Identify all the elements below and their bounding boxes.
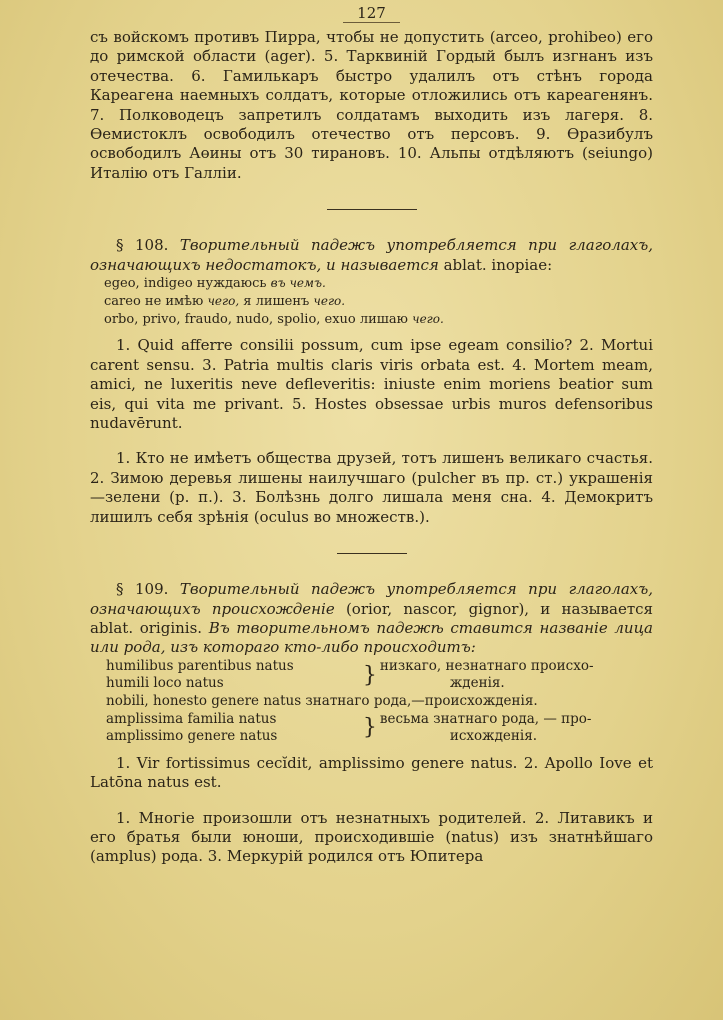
section-109-heading: § 109. Творительный падежъ употребляется при глаголахъ, означающихъ происхожденіе (orior, nascor, gignor), и называется ablat. originis. Въ творительномъ падежѣ ставится названіе лица или рода, изъ котораго кто-либо происходитъ: <box>90 580 653 657</box>
table-row: amplissima familia natus } весьма знатнаго рода, — про- <box>106 710 592 741</box>
latin-exercise: 1. Vir fortissimus cecĭdit, amplissimo genere natus. 2. Apollo Iove et Latōna natus est. <box>90 753 653 792</box>
case-term: ablat. inopiae: <box>443 255 553 274</box>
table-row: nobili, honesto genere natus знатнаго рода,—происхожденія. <box>106 692 538 709</box>
page-number: 127 <box>90 0 653 28</box>
section-108 <box>90 236 653 527</box>
case-term: ablat. originis. <box>90 618 203 637</box>
latin-exercise: 1. Quid afferre consilii possum, cum ipse egeam consilio? 2. Mortui carent sensu. 3. Patria multis claris viris orbata est. 4. Mortem meam, amici, ne luxeritis neve defleveritis: iniuste enim moriens beatior sum eis, qui vita me privant. 5. Hostes obsessae urbis muros defensoribus nudavērunt. <box>90 336 653 433</box>
example-line: egeo, indigeo нуждаюсь въ чемъ. <box>104 276 326 292</box>
section-109 <box>90 580 653 867</box>
example-line: orbo, privo, fraudo, nudo, spolio, exuo лишаю чего. <box>104 311 444 327</box>
table-row: humili loco natus жденія. <box>106 675 505 692</box>
table-row: humilibus parentibus natus } низкаго, незнатнаго происхо- <box>106 657 594 688</box>
origin-examples-table <box>106 658 669 746</box>
section-number: § 108. <box>116 236 169 255</box>
section-number: § 109. <box>116 580 169 599</box>
russian-exercise: 1. Многіе произошли отъ незнатныхъ родителей. 2. Литавикъ и его братья были юноши, происходившіе (natus) изъ знатнѣйшаго (amplus) рода. 3. Меркурій родился отъ Юпитера <box>90 808 653 866</box>
example-line: careo не имѣю чего, я лишенъ чего. <box>104 293 346 309</box>
continued-exercise: съ войскомъ противъ Пирра, чтобы не допустить (arceo, prohibeo) его до римской области (ager). 5. Тарквиній Гордый былъ изгнанъ изъ отечества. 6. Гамилькаръ быстро удалилъ отъ стѣнъ города Кареагена наемныхъ солдатъ, которые отложились отъ кареагенянъ. 7. Полководецъ запретилъ солдатамъ выходить изъ лагеря. 8. Өемистоклъ освободилъ отечество отъ персовъ. 9. Өразибулъ освободилъ Аөины отъ 30 тирановъ. 10. Альпы отдѣляютъ (seiungo) Италію отъ Галліи. <box>90 28 653 182</box>
section-108-heading: § 108. Творительный падежъ употребляется при глаголахъ, означающихъ недостатокъ, и называется ablat. inopiae: <box>90 236 653 274</box>
russian-exercise: 1. Кто не имѣетъ общества друзей, тотъ лишенъ великаго счастья. 2. Зимою деревья лишены наилучшаго (pulcher въ пр. ст.) украшенія—зелени (р. п.). 3. Болѣзнь долго лишала меня сна. 4. Демокритъ лишилъ себя зрѣнія (oculus во множеств.). <box>90 449 653 526</box>
table-row: amplissimo genere natus исхожденія. <box>106 728 538 745</box>
